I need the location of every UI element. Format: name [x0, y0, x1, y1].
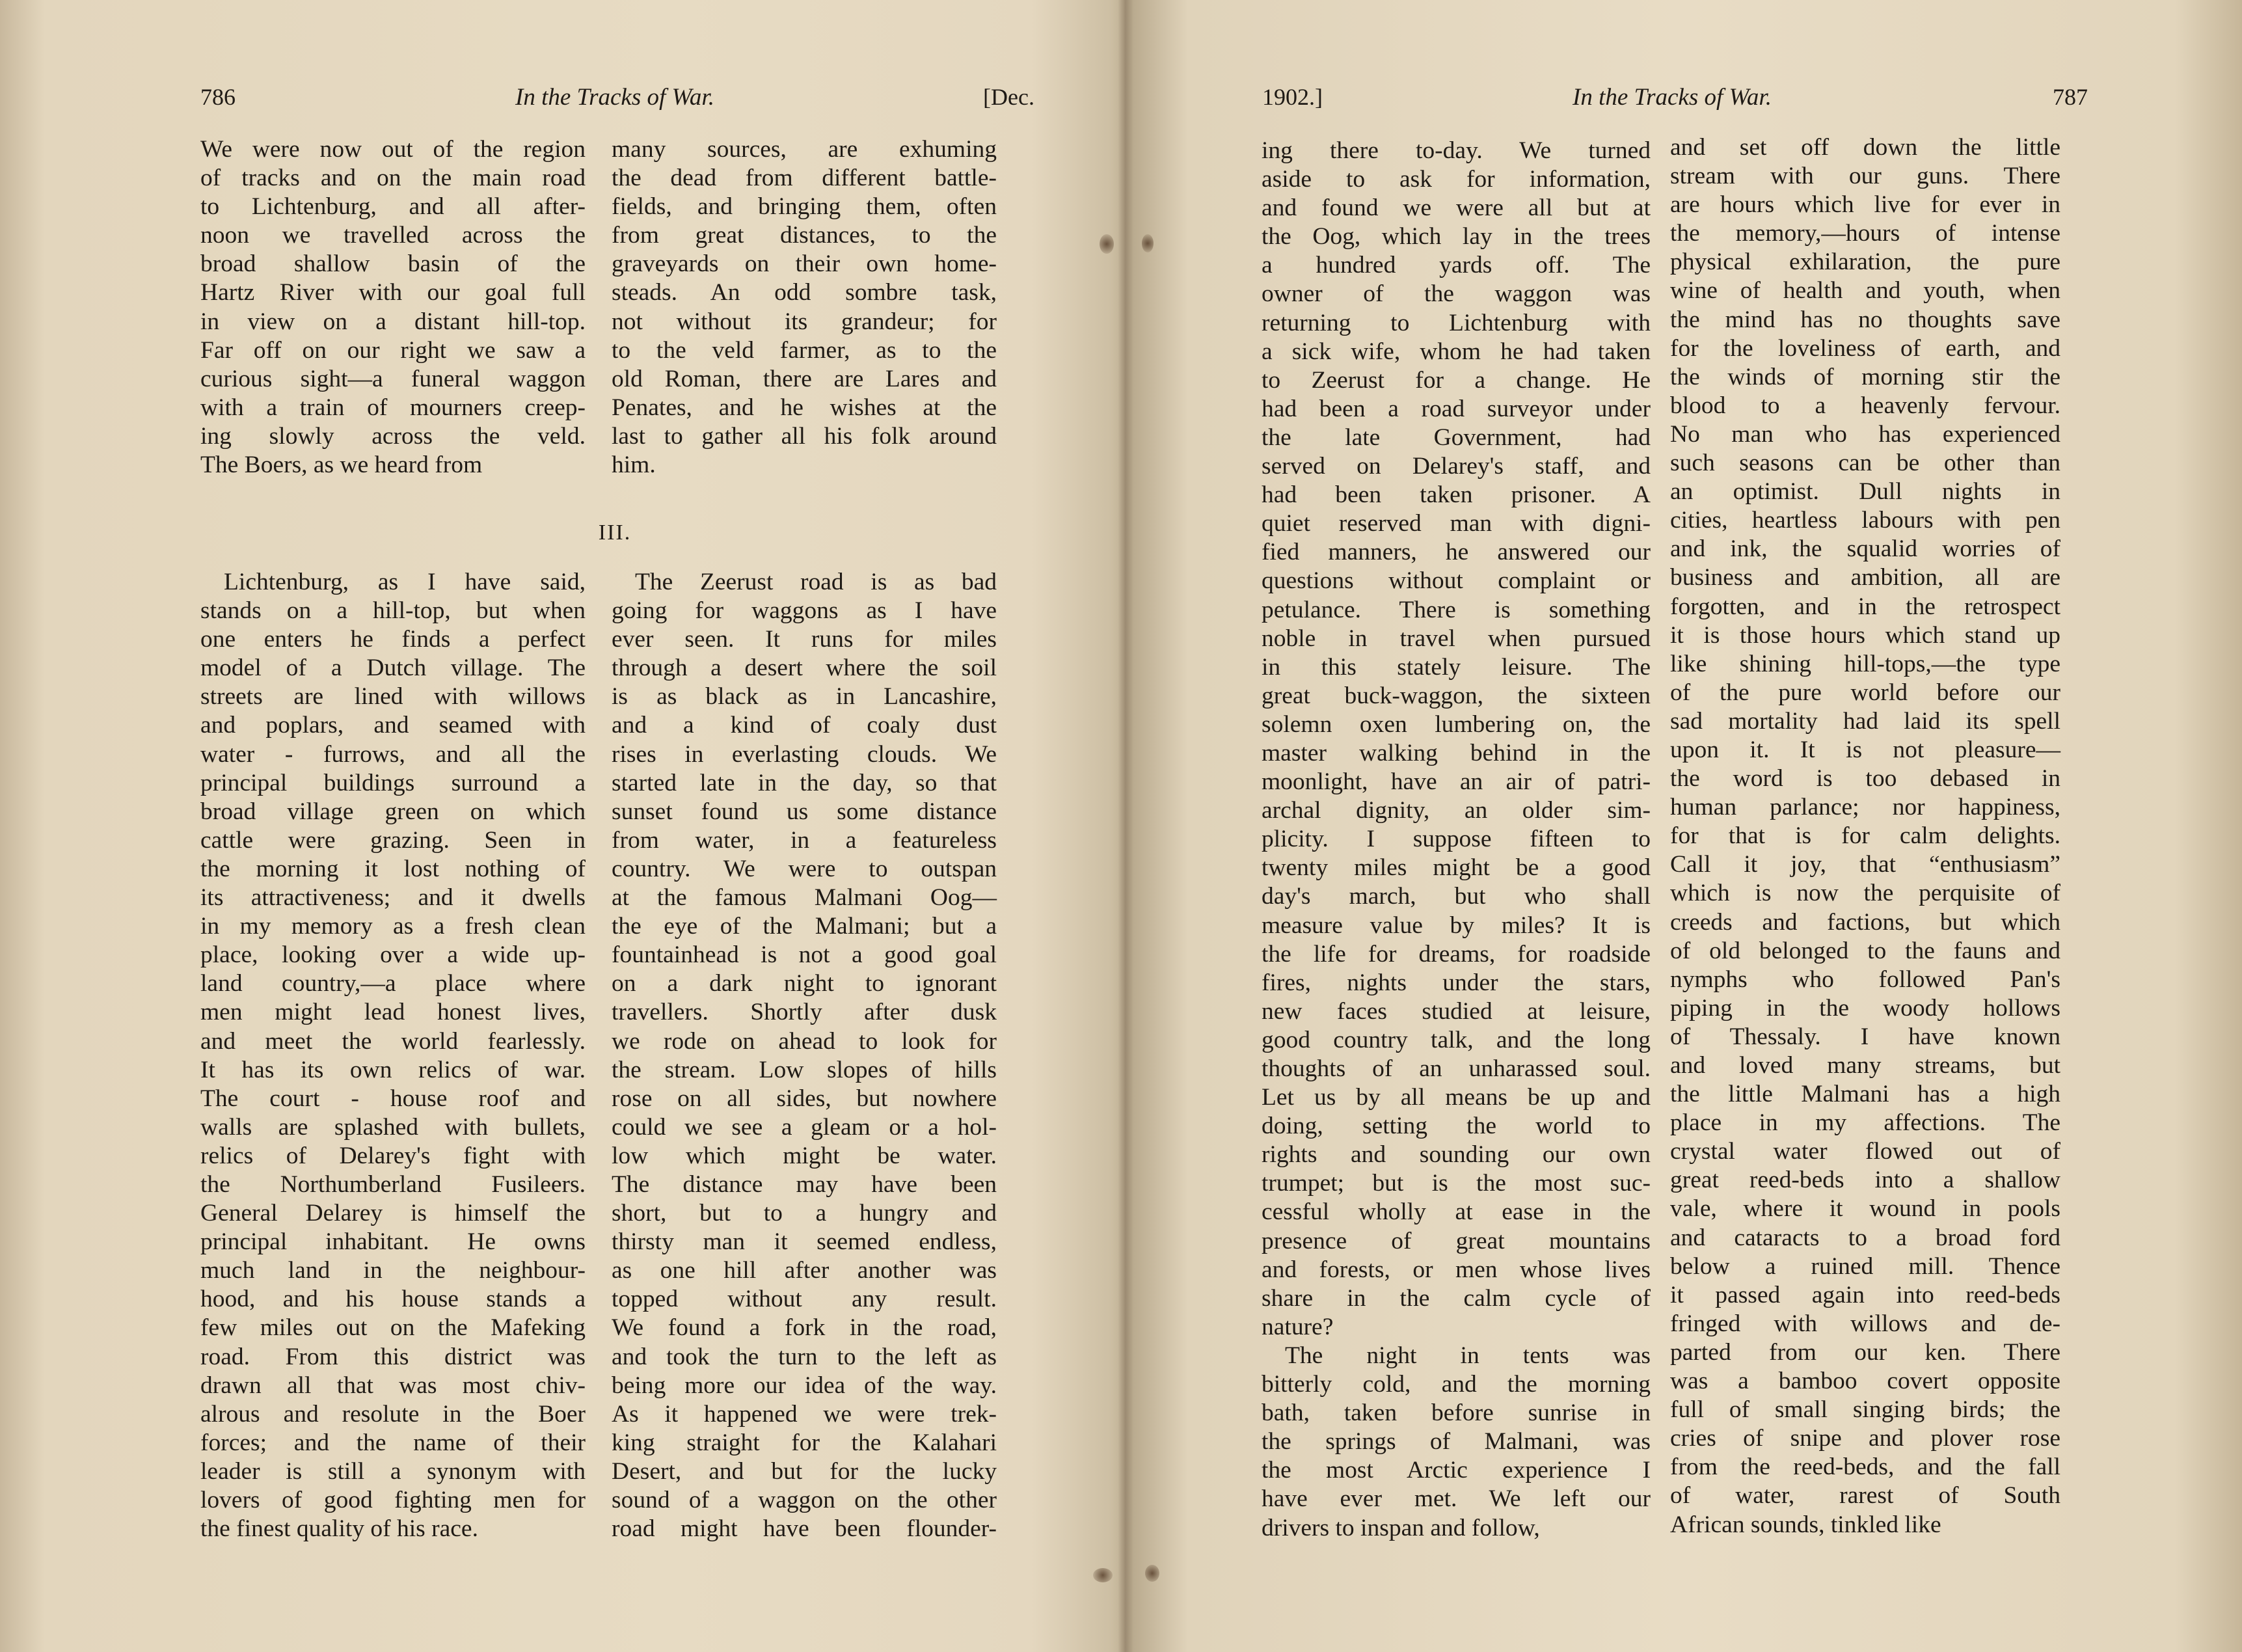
text-line: to Lichtenburg, and all after-	[200, 193, 586, 221]
text-line: petulance. There is something	[1262, 596, 1651, 623]
text-line: day's march, but who shall	[1262, 883, 1651, 910]
right-page-header	[1259, 83, 2088, 122]
text-line: the eye of the Malmani; but a	[612, 913, 997, 940]
text-line: on a dark night to ignorant	[612, 970, 997, 997]
text-line: the Oog, which lay in the trees	[1262, 223, 1651, 251]
text-line: we rode on ahead to look for	[612, 1027, 997, 1055]
text-line: crystal water flowed out of	[1670, 1138, 2060, 1165]
text-line: Call it joy, that “enthusiasm”	[1670, 851, 2060, 878]
text-line: lovers of good fighting men for	[200, 1487, 586, 1513]
text-line: fringed with willows and de-	[1670, 1310, 2060, 1337]
text-line: its attractiveness; and it dwells	[200, 884, 586, 912]
text-line: relics of Delarey's fight with	[200, 1142, 586, 1169]
text-line: it is those hours which stand up	[1670, 621, 2060, 649]
text-line: fields, and bringing them, often	[612, 193, 997, 221]
text-line: in this stately leisure. The	[1262, 653, 1651, 681]
right-page	[1259, 0, 2088, 1652]
text-line: Far off on our right we saw a	[200, 336, 586, 364]
text-line: fires, nights under the stars,	[1262, 969, 1651, 996]
text-line: the memory,—hours of intense	[1670, 220, 2060, 247]
left-column-1-top	[200, 135, 586, 480]
text-line: with a train of mourners creep-	[200, 394, 586, 421]
text-line: for that is for calm delights.	[1670, 822, 2060, 850]
page-number: 787	[2053, 84, 2088, 110]
text-line: for the loveliness of earth, and	[1670, 334, 2060, 362]
text-line: hood, and his house stands a	[200, 1286, 586, 1313]
text-line: curious sight—a funeral waggon	[200, 365, 586, 392]
text-line: water - furrows, and all the	[200, 740, 586, 768]
text-line: General Delarey is himself the	[200, 1200, 586, 1227]
text-line: from great distances, to the	[612, 222, 997, 249]
text-line: Lichtenburg, as I have said,	[224, 569, 586, 595]
text-line: Penates, and he wishes at the	[612, 394, 997, 421]
text-line: The distance may have been	[612, 1171, 997, 1198]
text-line: of the pure world before our	[1670, 679, 2060, 706]
text-line: to the veld farmer, as to the	[612, 336, 997, 364]
text-line: Hartz River with our goal full	[200, 279, 586, 306]
text-line: quiet reserved man with digni-	[1262, 510, 1651, 537]
text-line: noon we travelled across the	[200, 222, 586, 249]
text-line: drivers to inspan and follow,	[1262, 1514, 1540, 1541]
text-line: a hundred yards off. The	[1262, 252, 1651, 279]
text-line: of Thessaly. I have known	[1670, 1023, 2060, 1050]
text-line: the springs of Malmani, was	[1262, 1428, 1651, 1456]
left-page-header	[195, 83, 1034, 122]
text-line: measure value by miles? It is	[1262, 912, 1651, 939]
text-line: served on Delarey's staff, and	[1262, 453, 1651, 480]
text-line: the word is too debased in	[1670, 765, 2060, 792]
text-line: could we see a gleam or a hol-	[612, 1113, 997, 1141]
text-line: aside to ask for information,	[1262, 166, 1651, 193]
text-line: drawn all that was most chiv-	[200, 1372, 586, 1399]
text-line: Let us by all means be up and	[1262, 1084, 1651, 1111]
text-line: The Zeerust road is as bad	[635, 569, 997, 595]
text-line: was a bamboo covert opposite	[1670, 1368, 2060, 1395]
text-line: We were now out of the region	[200, 136, 586, 163]
text-line: and a kind of coaly dust	[612, 712, 997, 739]
text-line: parted from our ken. There	[1670, 1338, 2060, 1366]
text-line: thoughts of an unharassed soul.	[1262, 1055, 1651, 1082]
text-line: ever seen. It runs for miles	[612, 626, 997, 653]
running-title: In the Tracks of War.	[515, 84, 714, 111]
text-line: fountainhead is not a good goal	[612, 941, 997, 969]
text-line: the dead from different battle-	[612, 165, 997, 192]
text-line: place, looking over a wide up-	[200, 941, 586, 969]
text-line: The court - house roof and	[200, 1085, 586, 1112]
left-column-2-top	[612, 135, 997, 480]
text-line: to Zeerust for a change. He	[1262, 366, 1651, 394]
text-line: ing slowly across the veld.	[200, 422, 586, 450]
text-line: such seasons can be other than	[1670, 450, 2060, 477]
text-line: men might lead honest lives,	[200, 999, 586, 1026]
text-line: and forests, or men whose lives	[1262, 1256, 1651, 1283]
text-line: short, but to a hungry and	[612, 1200, 997, 1227]
text-line: moonlight, have an air of patri-	[1262, 768, 1651, 796]
text-line: of tracks and on the main road	[200, 165, 586, 192]
text-line: had been taken prisoner. A	[1262, 481, 1651, 509]
paper-stain	[1145, 1565, 1159, 1582]
text-line: physical exhilaration, the pure	[1670, 249, 2060, 276]
text-line: thirsty man it seemed endless,	[612, 1228, 997, 1256]
text-line: the mind has no thoughts save	[1670, 306, 2060, 333]
text-line: have ever met. We left our	[1262, 1485, 1651, 1513]
text-line: land country,—a place where	[200, 970, 586, 997]
text-line: and cataracts to a broad ford	[1670, 1224, 2060, 1251]
text-line: sad mortality had laid its spell	[1670, 707, 2060, 735]
section-heading: III.	[598, 521, 632, 545]
text-line: walls are splashed with bullets,	[200, 1113, 586, 1141]
text-line: which is now the perquisite of	[1670, 880, 2060, 907]
text-line: and loved many streams, but	[1670, 1052, 2060, 1079]
text-line: through a desert where the soil	[612, 655, 997, 682]
text-line: No man who has experienced	[1670, 420, 2060, 448]
text-line: model of a Dutch village. The	[200, 655, 586, 682]
text-line: upon it. It is not pleasure—	[1670, 736, 2060, 763]
text-line: leader is still a synonym with	[200, 1457, 586, 1485]
text-line: principal inhabitant. He owns	[200, 1228, 586, 1256]
text-line: topped without any result.	[612, 1286, 997, 1313]
text-line: trumpet; but is the most suc-	[1262, 1170, 1651, 1197]
text-line: from the reed-beds, and the fall	[1670, 1454, 2060, 1481]
text-line: broad shallow basin of the	[200, 251, 586, 278]
text-line: started late in the day, so that	[612, 769, 997, 796]
text-line: had been a road surveyor under	[1262, 395, 1651, 422]
text-line: and poplars, and seamed with	[200, 712, 586, 739]
text-line: the life for dreams, for roadside	[1262, 940, 1651, 968]
text-line: new faces studied at leisure,	[1262, 997, 1651, 1025]
text-line: Desert, and but for the lucky	[612, 1457, 997, 1485]
text-line: plicity. I suppose fifteen to	[1262, 826, 1651, 853]
text-line: as one hill after another was	[612, 1257, 997, 1284]
text-line: cities, heartless labours with pen	[1670, 507, 2060, 534]
text-line: forgotten, and in the retrospect	[1670, 593, 2060, 620]
text-line: not without its grandeur; for	[612, 308, 997, 335]
text-line: nymphs who followed Pan's	[1670, 966, 2060, 993]
left-page	[195, 0, 1034, 1652]
text-line: the winds of morning stir the	[1670, 363, 2060, 390]
running-title: In the Tracks of War.	[1573, 84, 1772, 111]
text-line: owner of the waggon was	[1262, 280, 1651, 308]
text-line: good country talk, and the long	[1262, 1026, 1651, 1053]
text-line: bath, taken before sunrise in	[1262, 1400, 1651, 1427]
text-line: As it happened we were trek-	[612, 1400, 997, 1428]
text-line: returning to Lichtenburg with	[1262, 309, 1651, 336]
text-line: country. We were to outspan	[612, 855, 997, 882]
text-line: steads. An odd sombre task,	[612, 279, 997, 306]
text-line: sound of a waggon on the other	[612, 1487, 997, 1513]
text-line: last to gather all his folk around	[612, 422, 997, 450]
text-line: much land in the neighbour-	[200, 1257, 586, 1284]
text-line: are hours which live for ever in	[1670, 191, 2060, 219]
text-line: in my memory as a fresh clean	[200, 913, 586, 940]
text-line: an optimist. Dull nights in	[1670, 478, 2060, 506]
text-line: is as black as in Lancashire,	[612, 683, 997, 711]
text-line: being more our idea of the way.	[612, 1372, 997, 1399]
text-line: human parlance; nor happiness,	[1670, 794, 2060, 821]
text-line: ing there to-day. We turned	[1262, 137, 1651, 164]
text-line: stream with our guns. There	[1670, 163, 2060, 190]
left-column-2-bottom	[612, 568, 997, 1543]
text-line: at the famous Malmani Oog—	[612, 884, 997, 912]
text-line: archal dignity, an older sim-	[1262, 797, 1651, 824]
text-line: nature?	[1262, 1313, 1334, 1340]
text-line: questions without complaint or	[1262, 567, 1651, 595]
paper-stain	[1142, 234, 1154, 252]
text-line: place in my affections. The	[1670, 1109, 2060, 1137]
text-line: low which might be water.	[612, 1142, 997, 1169]
text-line: principal buildings surround a	[200, 769, 586, 796]
text-line: doing, setting the world to	[1262, 1113, 1651, 1140]
text-line: cessful wholly at ease in the	[1262, 1198, 1651, 1226]
text-line: from water, in a featureless	[612, 826, 997, 854]
text-line: the late Government, had	[1262, 424, 1651, 451]
text-line: road. From this district was	[200, 1343, 586, 1370]
paper-stain	[1100, 234, 1114, 254]
text-line: vale, where it wound in pools	[1670, 1195, 2060, 1223]
text-line: and took the turn to the left as	[612, 1343, 997, 1370]
text-line: broad village green on which	[200, 798, 586, 825]
text-line: it passed again into reed-beds	[1670, 1281, 2060, 1308]
text-line: in view on a distant hill-top.	[200, 308, 586, 335]
right-column-2	[1670, 133, 2060, 1539]
text-line: twenty miles might be a good	[1262, 854, 1651, 882]
text-line: alrous and resolute in the Boer	[200, 1400, 586, 1428]
text-line: cries of snipe and plover rose	[1670, 1425, 2060, 1452]
text-line: share in the calm cycle of	[1262, 1284, 1651, 1312]
date-mark: 1902.]	[1262, 84, 1323, 110]
text-line: and ink, the squalid worries of	[1670, 535, 2060, 563]
paper-stain	[1093, 1568, 1113, 1582]
text-line: wine of health and youth, when	[1670, 277, 2060, 305]
text-line: The night in tents was	[1285, 1342, 1651, 1369]
text-line: It has its own relics of war.	[200, 1056, 586, 1083]
text-line: African sounds, tinkled like	[1670, 1511, 1941, 1538]
text-line: stands on a hill-top, but when	[200, 597, 586, 625]
text-line: of old belonged to the fauns and	[1670, 937, 2060, 964]
text-line: the Northumberland Fusileers.	[200, 1171, 586, 1198]
text-line: fied manners, he answered our	[1262, 539, 1651, 566]
text-line: solemn oxen lumbering on, the	[1262, 711, 1651, 738]
text-line: blood to a heavenly fervour.	[1670, 392, 2060, 419]
text-line: the stream. Low slopes of hills	[612, 1056, 997, 1083]
text-line: great buck-waggon, the sixteen	[1262, 682, 1651, 709]
text-line: travellers. Shortly after dusk	[612, 999, 997, 1026]
text-line: We found a fork in the road,	[612, 1314, 997, 1342]
text-line: like shining hill-tops,—the type	[1670, 650, 2060, 677]
right-column-1	[1262, 137, 1651, 1543]
text-line: piping in the woody hollows	[1670, 994, 2060, 1022]
text-line: noble in travel when pursued	[1262, 625, 1651, 652]
text-line: old Roman, there are Lares and	[612, 365, 997, 392]
text-line: few miles out on the Mafeking	[200, 1314, 586, 1342]
text-line: and found we were all but at	[1262, 195, 1651, 222]
text-line: many sources, are exhuming	[612, 136, 997, 163]
text-line: cattle were grazing. Seen in	[200, 826, 586, 854]
text-line: below a ruined mill. Thence	[1670, 1253, 2060, 1280]
text-line: a sick wife, whom he had taken	[1262, 338, 1651, 365]
text-line: bitterly cold, and the morning	[1262, 1371, 1651, 1398]
text-line: and set off down the little	[1670, 134, 2060, 161]
page-number: 786	[200, 84, 236, 110]
text-line: the morning it lost nothing of	[200, 855, 586, 882]
text-line: creeds and factions, but which	[1670, 908, 2060, 936]
text-line: the finest quality of his race.	[200, 1515, 478, 1543]
text-line: the little Malmani has a high	[1670, 1081, 2060, 1108]
text-line: business and ambition, all are	[1670, 564, 2060, 591]
text-line: road might have been flounder-	[612, 1515, 997, 1543]
text-line: The Boers, as we heard from	[200, 452, 483, 479]
text-line: graveyards on their own home-	[612, 251, 997, 278]
left-column-1-bottom	[200, 568, 586, 1543]
text-line: one enters he finds a perfect	[200, 626, 586, 653]
text-line: full of small singing birds; the	[1670, 1396, 2060, 1424]
text-line: king straight for the Kalahari	[612, 1429, 997, 1456]
text-line: going for waggons as I have	[612, 597, 997, 625]
text-line: presence of great mountains	[1262, 1227, 1651, 1254]
text-line: him.	[612, 452, 656, 479]
text-line: forces; and the name of their	[200, 1429, 586, 1456]
text-line: master walking behind in the	[1262, 739, 1651, 766]
text-line: the most Arctic experience I	[1262, 1457, 1651, 1484]
date-mark: [Dec.	[983, 84, 1034, 110]
book-gutter	[1118, 0, 1133, 1652]
text-line: of water, rarest of South	[1670, 1482, 2060, 1510]
text-line: rights and sounding our own	[1262, 1141, 1651, 1169]
text-line: sunset found us some distance	[612, 798, 997, 825]
text-line: streets are lined with willows	[200, 683, 586, 711]
text-line: great reed-beds into a shallow	[1670, 1167, 2060, 1194]
text-line: rose on all sides, but nowhere	[612, 1085, 997, 1112]
text-line: and meet the world fearlessly.	[200, 1027, 586, 1055]
text-line: rises in everlasting clouds. We	[612, 740, 997, 768]
